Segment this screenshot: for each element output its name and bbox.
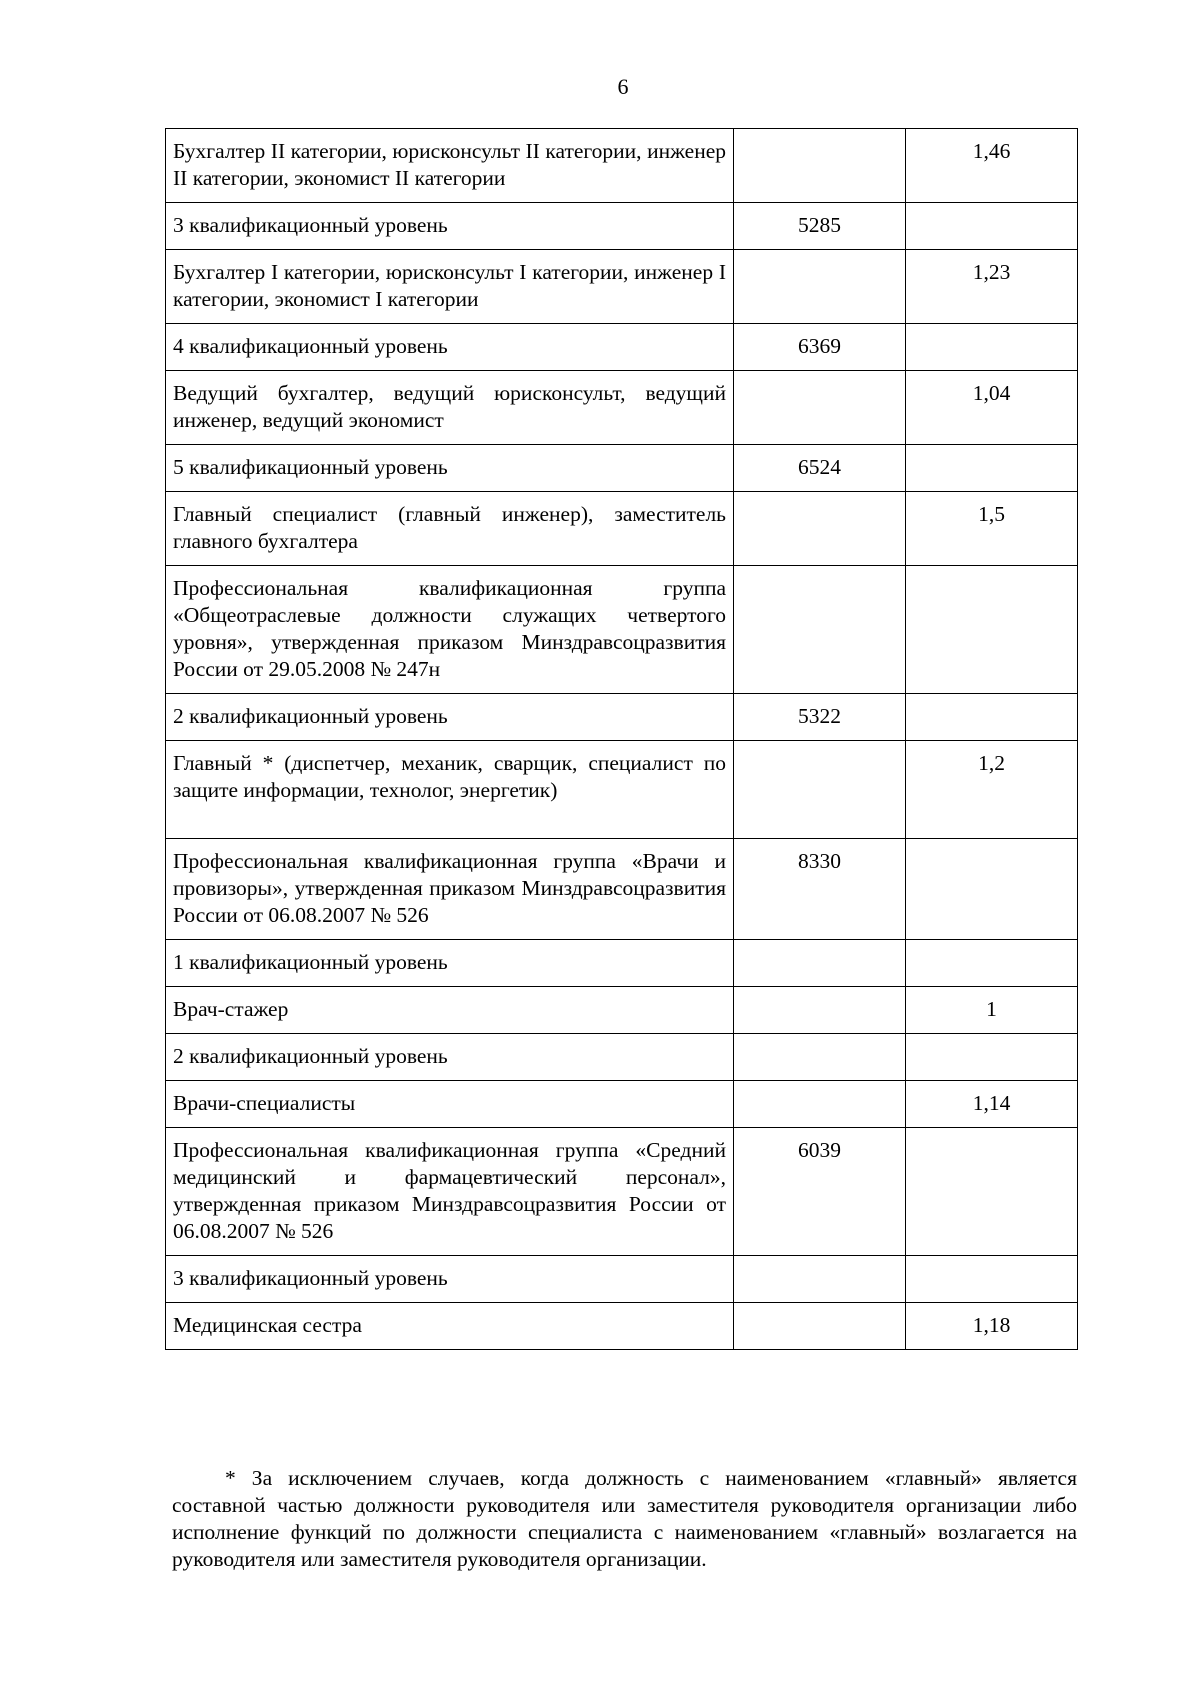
- position-name-cell: Бухгалтер I категории, юрисконсульт I категории, инженер I категории, экономист I категории: [166, 250, 734, 324]
- coefficient-cell: 1,46: [906, 129, 1078, 203]
- table-row: [166, 324, 1078, 371]
- base-salary-cell: 5285: [734, 203, 906, 250]
- table-row: [166, 1034, 1078, 1081]
- base-salary-cell: [734, 1256, 906, 1303]
- base-salary-cell: [734, 371, 906, 445]
- table-row: [166, 1303, 1078, 1350]
- position-name-cell: 4 квалификационный уровень: [166, 324, 734, 371]
- coefficient-cell: [906, 324, 1078, 371]
- table-row: [166, 371, 1078, 445]
- position-name-cell: 1 квалификационный уровень: [166, 940, 734, 987]
- base-salary-cell: [734, 987, 906, 1034]
- table-row: [166, 129, 1078, 203]
- coefficient-cell: [906, 839, 1078, 940]
- coefficient-cell: 1,14: [906, 1081, 1078, 1128]
- base-salary-cell: [734, 940, 906, 987]
- table-row: [166, 492, 1078, 566]
- coefficient-cell: 1,2: [906, 741, 1078, 839]
- position-name-cell: Врач-стажер: [166, 987, 734, 1034]
- table-row: [166, 1081, 1078, 1128]
- table-row: [166, 987, 1078, 1034]
- position-name-cell: 5 квалификационный уровень: [166, 445, 734, 492]
- position-name-cell: 3 квалификационный уровень: [166, 203, 734, 250]
- base-salary-cell: 6369: [734, 324, 906, 371]
- position-name-cell: Главный * (диспетчер, механик, сварщик, специалист по защите информации, технолог, энергетик): [166, 741, 734, 839]
- coefficient-cell: [906, 445, 1078, 492]
- qualification-group-cell: Профессиональная квалификационная группа «Врачи и провизоры», утвержденная приказом Минздравсоцразвития России от 06.08.2007 № 526: [166, 839, 734, 940]
- coefficient-cell: 1,18: [906, 1303, 1078, 1350]
- base-salary-cell: [734, 741, 906, 839]
- coefficient-cell: [906, 566, 1078, 694]
- coefficient-cell: 1,04: [906, 371, 1078, 445]
- position-name-cell: 2 квалификационный уровень: [166, 694, 734, 741]
- coefficient-cell: [906, 1034, 1078, 1081]
- table-row: [166, 839, 1078, 940]
- table-row: [166, 203, 1078, 250]
- base-salary-cell: [734, 1303, 906, 1350]
- coefficient-cell: [906, 203, 1078, 250]
- base-salary-cell: 8330: [734, 839, 906, 940]
- coefficient-cell: [906, 1128, 1078, 1256]
- base-salary-cell: [734, 566, 906, 694]
- table-row: [166, 741, 1078, 839]
- table-row: [166, 1128, 1078, 1256]
- base-salary-cell: 6524: [734, 445, 906, 492]
- table-row: [166, 445, 1078, 492]
- coefficient-cell: [906, 1256, 1078, 1303]
- table-row: [166, 250, 1078, 324]
- page-number: 6: [617, 74, 629, 99]
- coefficient-cell: 1: [906, 987, 1078, 1034]
- base-salary-cell: 6039: [734, 1128, 906, 1256]
- base-salary-cell: [734, 250, 906, 324]
- qualification-group-cell: Профессиональная квалификационная группа «Средний медицинский и фармацевтический персонал», утвержденная приказом Минздравсоцразвития России от 06.08.2007 № 526: [166, 1128, 734, 1256]
- coefficient-cell: [906, 940, 1078, 987]
- position-name-cell: 3 квалификационный уровень: [166, 1256, 734, 1303]
- position-name-cell: Врачи-специалисты: [166, 1081, 734, 1128]
- coefficient-cell: 1,5: [906, 492, 1078, 566]
- base-salary-cell: [734, 129, 906, 203]
- position-name-cell: Медицинская сестра: [166, 1303, 734, 1350]
- position-name-cell: Ведущий бухгалтер, ведущий юрисконсульт, ведущий инженер, ведущий экономист: [166, 371, 734, 445]
- position-name-cell: Главный специалист (главный инженер), заместитель главного бухгалтера: [166, 492, 734, 566]
- coefficient-cell: 1,23: [906, 250, 1078, 324]
- table-row: [166, 940, 1078, 987]
- footnote: * За исключением случаев, когда должность с наименованием «главный» является составной частью должности руководителя или заместителя руководителя организации либо исполнение функций по должности специалиста с наименованием «главный» возлагается на руководителя или заместителя руководителя организации.: [172, 1465, 1077, 1571]
- qualification-group-cell: Профессиональная квалификационная группа «Общеотраслевые должности служащих четвертого уровня», утвержденная приказом Минздравсоцразвития России от 29.05.2008 № 247н: [166, 566, 734, 694]
- table-row: [166, 1256, 1078, 1303]
- table-row: [166, 694, 1078, 741]
- salary-table: [165, 128, 1078, 1350]
- coefficient-cell: [906, 694, 1078, 741]
- base-salary-cell: 5322: [734, 694, 906, 741]
- base-salary-cell: [734, 492, 906, 566]
- table-row: [166, 566, 1078, 694]
- position-name-cell: 2 квалификационный уровень: [166, 1034, 734, 1081]
- position-name-cell: Бухгалтер II категории, юрисконсульт II категории, инженер II категории, экономист II категории: [166, 129, 734, 203]
- base-salary-cell: [734, 1034, 906, 1081]
- base-salary-cell: [734, 1081, 906, 1128]
